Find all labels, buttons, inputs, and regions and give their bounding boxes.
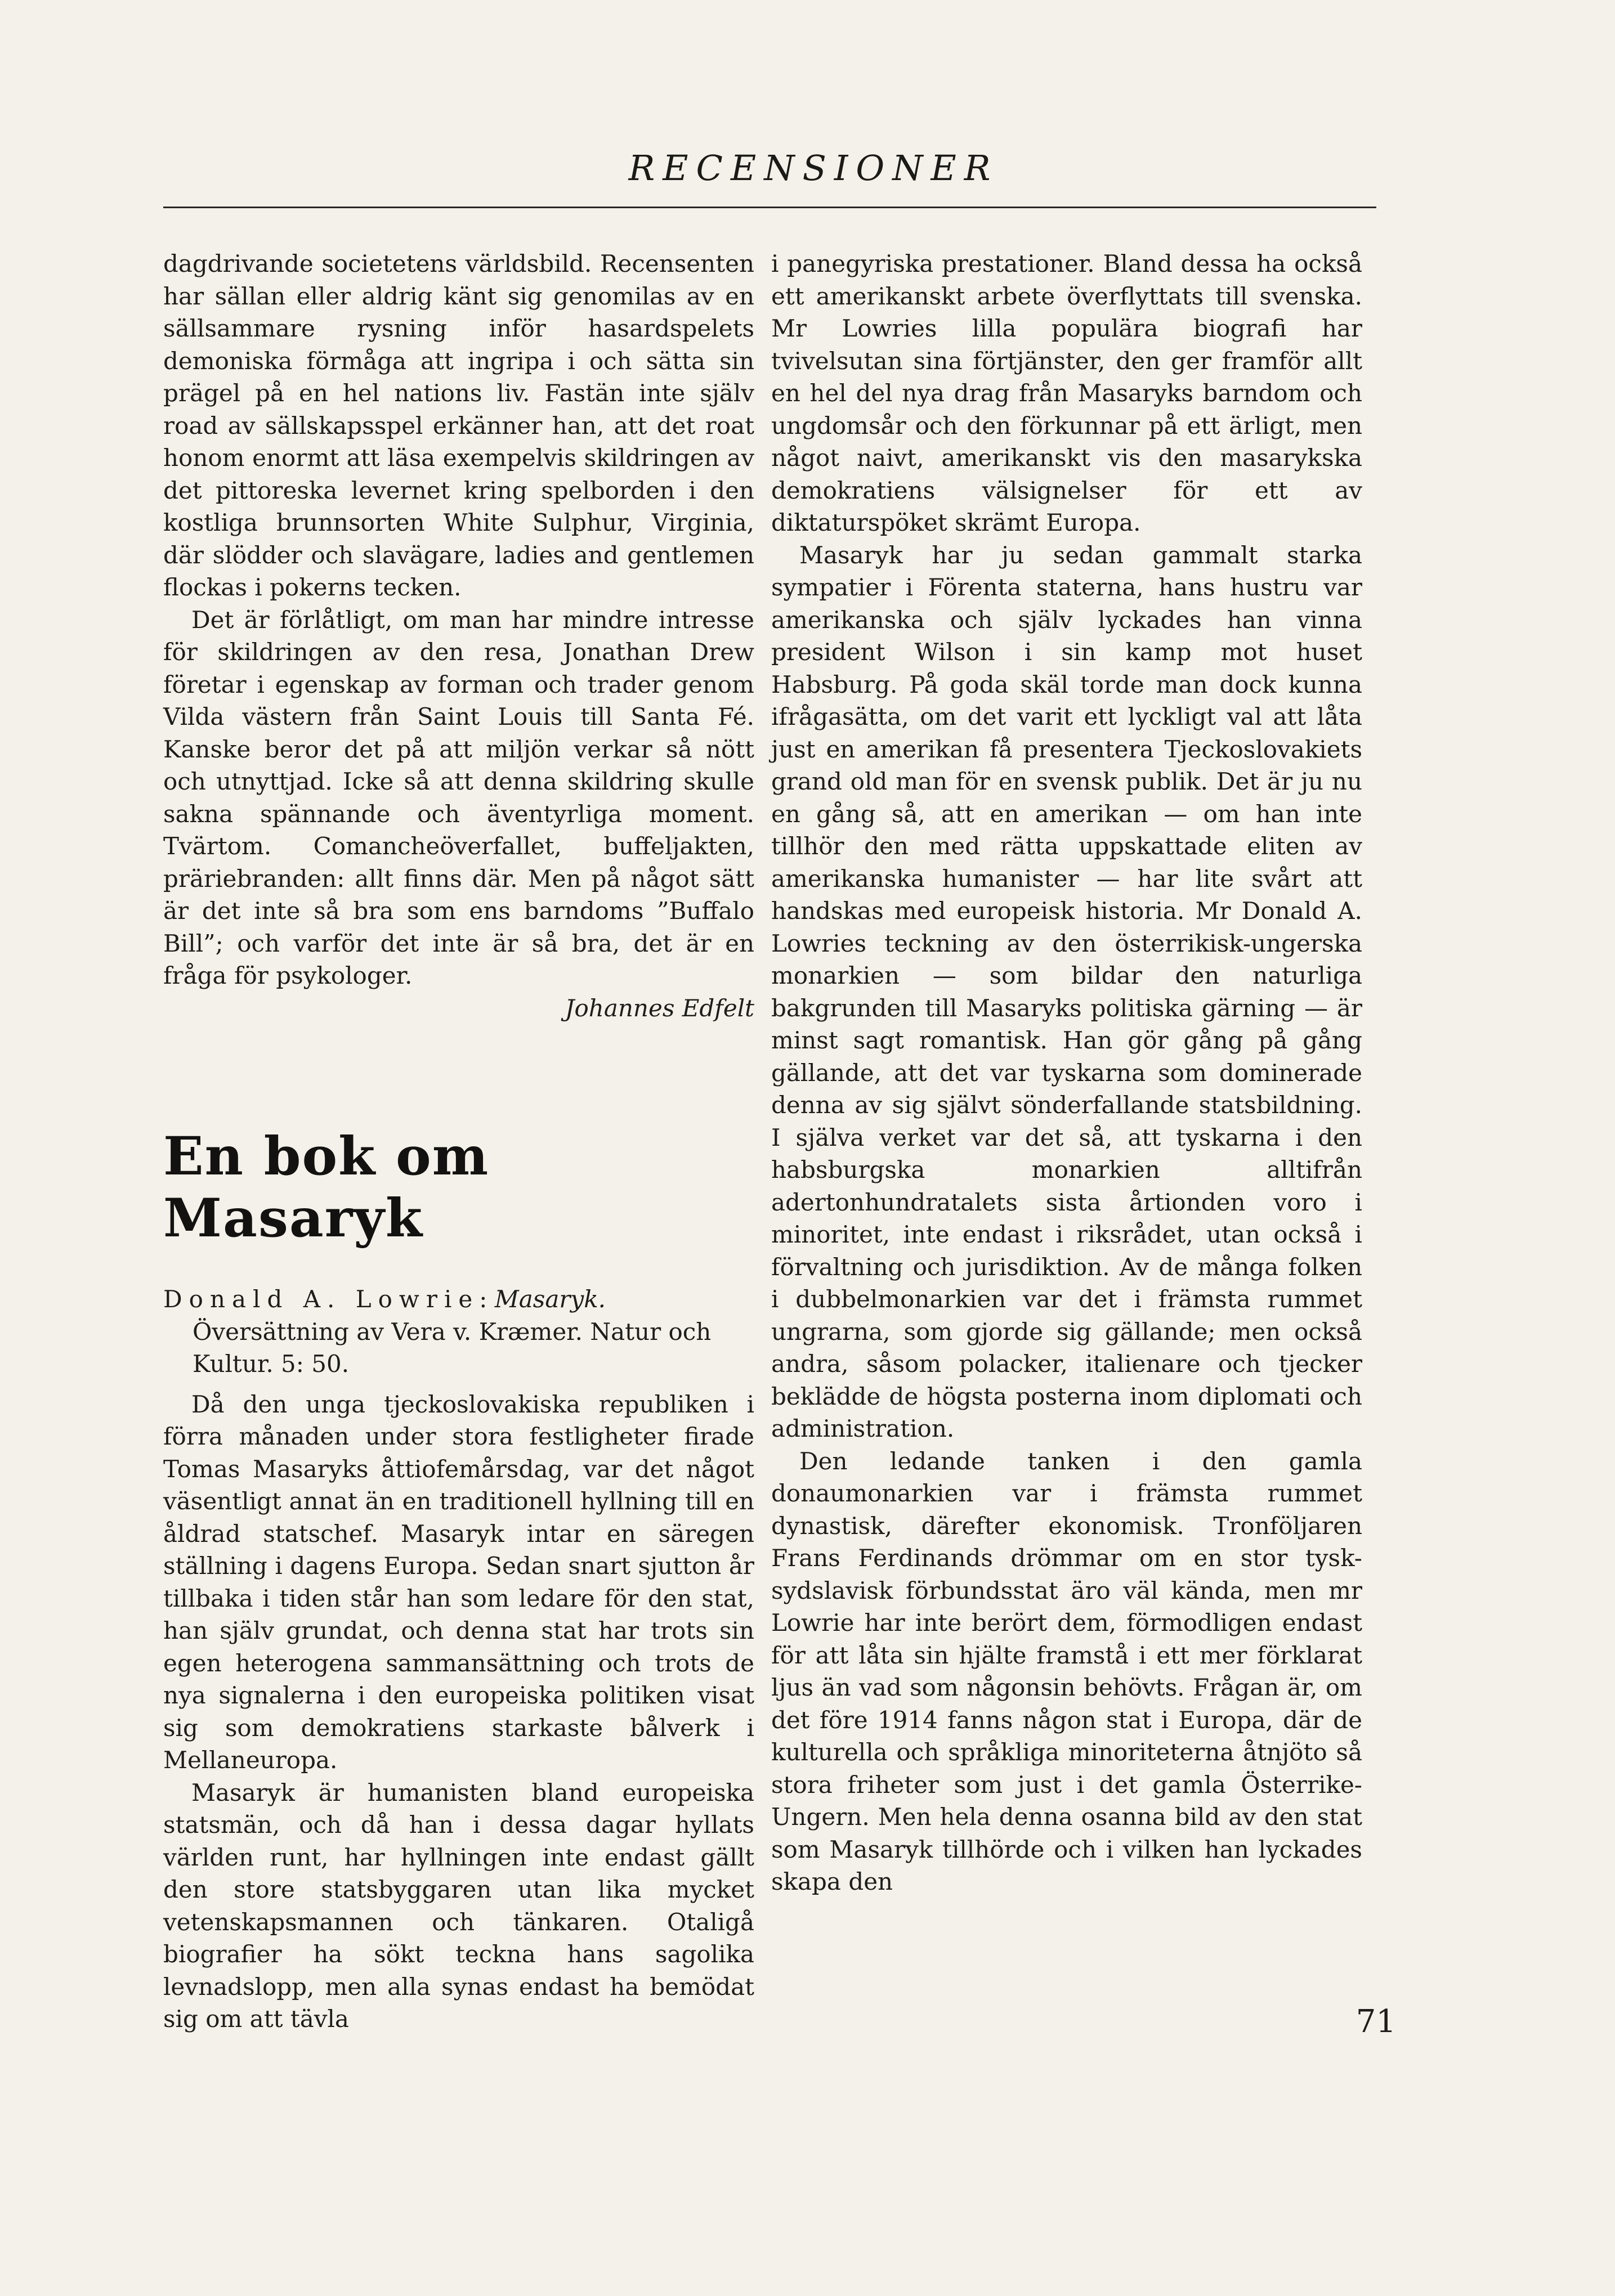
section-title: En bok om Masaryk [163, 1125, 490, 1249]
reviewer-signature: Johannes Edfelt [565, 994, 754, 1022]
page-number: 71 [1355, 2003, 1396, 2040]
left-column [163, 248, 754, 2035]
right-column [771, 248, 1362, 1898]
running-header: RECENSIONER [628, 147, 999, 189]
bib-colon: : [479, 1285, 487, 1313]
review-paragraph: dagdrivande societetens världsbild. Recensenten har sällan eller aldrig känt sig genomilas av en sällsammare rysning inför hasardspelets demoniska förmåga att ingripa i och sätta sin prägel på en hel nations liv. Fastän inte själv road av sällskapsspel erkänner han, att det roat honom enormt att läsa exempelvis skildringen av det pittoreska levernet kring spelborden i den kostliga brunnsorten White Sulphur, Virginia, där slödder och slavägare, ladies and gentlemen flockas i pokerns tecken. [163, 250, 754, 601]
bib-book-title: Masaryk. [494, 1285, 606, 1313]
article-paragraph: Masaryk är humanisten bland europeiska statsmän, och då han i dessa dagar hyllats världen runt, har hyllningen inte endast gällt den store statsbyggaren utan lika mycket vetenskapsmannen och tänkaren. Otaligå biografier ha sökt teckna hans sagolika levnadslopp, men alla synas endast ha bemödat sig om att tävla [163, 1778, 754, 2033]
article-paragraph: Den ledande tanken i den gamla donaumonarkien var i främsta rummet dynastisk, därefter ekonomisk. Tronföljaren Frans Ferdinands drömmar om en stor tysk-sydslavisk förbundsstat äro väl kända, men mr Lowrie har inte berört dem, förmodligen endast för att låta sin hjälte framstå i ett mer förklarat ljus än vad som någonsin behövts. Frågan är, om det före 1914 fanns någon stat i Europa, där de kulturella och språkliga minoriteterna åtnjöto så stora friheter som just i det gamla Österrike-Ungern. Men hela denna osanna bild av den stat som Masaryk tillhörde och i vilken han lyckades skapa den [771, 1447, 1362, 1895]
article-paragraph: Masaryk har ju sedan gammalt starka sympatier i Förenta staterna, hans hustru var amerikanska och själv lyckades han vinna president Wilson i sin kamp mot huset Habsburg. På goda skäl torde man dock kunna ifrågasätta, om det varit ett lyckligt val att låta just en amerikan få presentera Tjeckoslovakiets grand old man för en svensk publik. Det är ju nu en gång så, att en amerikan — om han inte tillhör den med rätta uppskattade eliten av amerikanska humanister — har lite svårt att handskas med europeisk historia. Mr Donald A. Lowries teckning av den österrikisk-ungerska monarkien — som bildar den naturliga bakgrunden till Masaryks politiska gärning — är minst sagt romantisk. Han gör gång på gång gällande, att det var tyskarna som dominerade denna av sig självt sönderfallande statsbildning. I själva verket var det så, att tyskarna i den habsburgska monarkien alltifrån adertonhundratalets sista årtionden voro i minoritet, inte endast i riksrådet, utan också i förvaltning och jurisdiktion. Av de många folken i dubbelmonarkien var det i främsta rummet ungrarna, som gjorde sig gällande; men också andra, såsom polacker, italienare och tjecker beklädde de högsta posterna inom diplomati och administration. [771, 541, 1362, 1442]
article-paragraph: Då den unga tjeckoslovakiska republiken i förra månaden under stora festligheter firade Tomas Masaryks åttiofemårsdag, var det något väsentligt annat än en traditionell hyllning till en åldrad statschef. Masaryk intar en säregen ställning i dagens Europa. Sedan snart sjutton år tillbaka i tiden står han som ledare för den stat, han själv grundat, och denna stat har trots sin egen heterogena sammansättning och trots de nya signalerna i den europeiska politiken visat sig som demokratiens starkaste bålverk i Mellaneuropa. [163, 1390, 754, 1774]
bib-details: Översättning av Vera v. Kræmer. Natur och Kultur. 5: 50. [193, 1317, 712, 1378]
article-paragraph: i panegyriska prestationer. Bland dessa ha också ett amerikanskt arbete överflyttats till svenska. Mr Lowries lilla populära biografi har tvivelsutan sina förtjänster, den ger framför allt en hel del nya drag från Masaryks barndom och ungdomsår och den förkunnar på ett ärligt, men något naivt, amerikanskt vis den masarykska demokratiens välsignelser för ett av diktaturspöket skrämt Europa. [771, 250, 1362, 536]
bib-author: Donald A. Lowrie [163, 1285, 480, 1313]
bibliographic-entry [163, 1283, 754, 1380]
header-rule [163, 207, 1376, 208]
review-paragraph: Det är förlåtligt, om man har mindre intresse för skildringen av den resa, Jonathan Drew företar i egenskap av forman och trader genom Vilda västern från Saint Louis till Santa Fé. Kanske beror det på att miljön verkar så nött och utnyttjad. Icke så att denna skildring skulle sakna spännande och äventyrliga moment. Tvärtom. Comancheöverfallet, buffeljakten, präriebranden: allt finns där. Men på något sätt är det inte så bra som ens barndoms ”Buffalo Bill”; och varför det inte är så bra, det är en fråga för psykologer. [163, 606, 754, 989]
